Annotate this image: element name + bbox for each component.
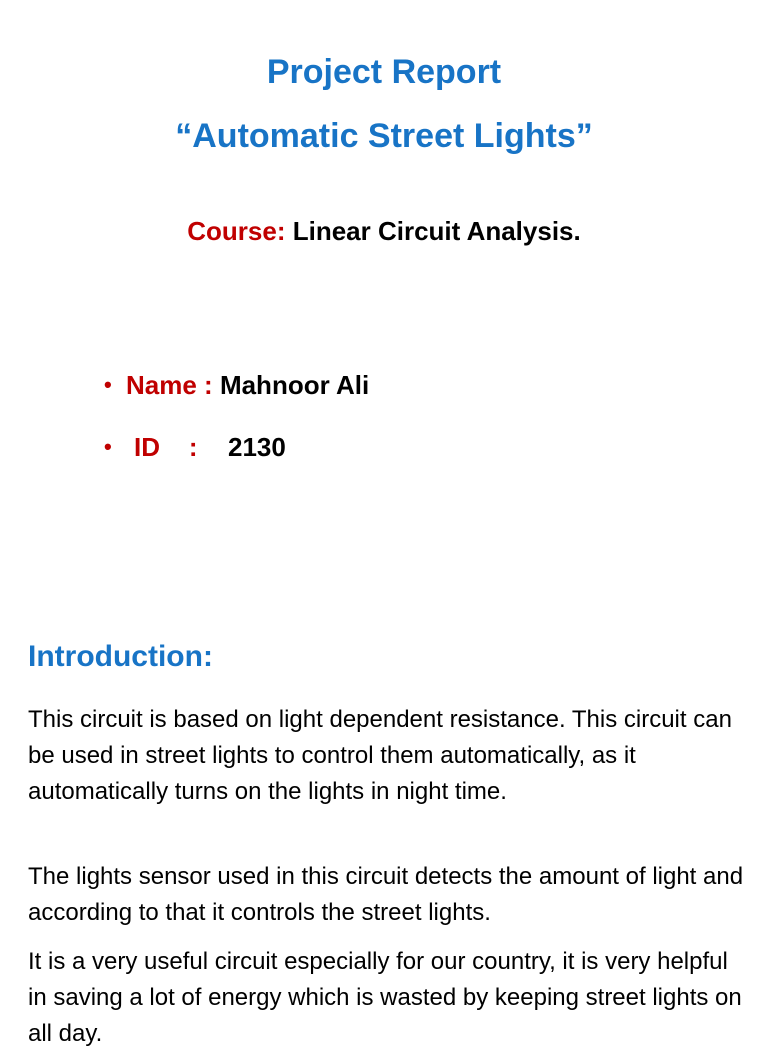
- introduction-heading: Introduction:: [28, 640, 213, 673]
- course-value: Linear Circuit Analysis.: [292, 216, 581, 246]
- intro-paragraph-1: This circuit is based on light dependent resistance. This circuit can be used in street lights to control them automatically, as it automatically turns on the lights in night time.: [28, 706, 732, 805]
- report-title: Project Report: [266, 53, 502, 91]
- id-label: ID :: [134, 432, 198, 462]
- id-value: 2130: [228, 432, 286, 462]
- course-label: Course:: [187, 216, 286, 246]
- bullet-icon: •: [104, 434, 112, 459]
- name-value: Mahnoor Ali: [219, 370, 370, 400]
- intro-paragraph-2: The lights sensor used in this circuit detects the amount of light and according to that it controls the street lights.: [28, 863, 744, 926]
- detail-name: [104, 368, 369, 402]
- name-label: Name :: [126, 370, 213, 400]
- bullet-icon: •: [104, 372, 112, 397]
- project-name: “Automatic Street Lights”: [175, 117, 593, 155]
- detail-id: [104, 430, 286, 464]
- course-line: [0, 214, 768, 248]
- intro-paragraph-3: It is a very useful circuit especially for our country, it is very helpful in saving a lot of energy which is wasted by keeping street lights on all day.: [28, 948, 742, 1047]
